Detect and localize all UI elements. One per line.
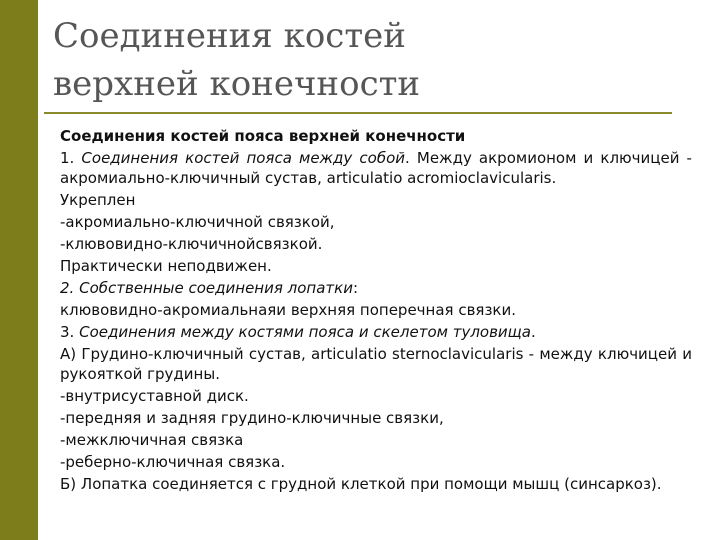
paragraph-a: А) Грудино-ключичный сустав, articulatio sternoclavicularis - между ключицей и рукояткой грудины. xyxy=(60,345,692,383)
paragraph-2-number: 2. xyxy=(60,279,75,297)
immobile-note: Практически неподвижен. xyxy=(60,257,272,275)
slide-title xyxy=(53,12,673,108)
title-line-1: Соединения костей xyxy=(53,16,406,56)
paragraph-3-dot: . xyxy=(531,323,536,341)
list-item: -внутрисуставной диск. xyxy=(60,387,249,405)
paragraph-3 xyxy=(60,322,692,342)
paragraph-b: Б) Лопатка соединяется с грудной клеткой при помощи мышц (синсаркоз). xyxy=(60,475,662,493)
title-line-2: верхней конечности xyxy=(53,64,421,104)
paragraph-1 xyxy=(60,148,692,188)
paragraph-2-colon: : xyxy=(352,279,359,297)
list-item: -акромиально-ключичной связкой, xyxy=(60,213,335,231)
paragraph-1-text: . Между акромионом и ключицей - акромиально-ключичный сустав, articulatio acromioclavicularis. xyxy=(60,149,692,187)
paragraph-2-body: клювовидно-акромиальнаяи верхняя поперечная связки. xyxy=(60,301,516,319)
list-item: -реберно-ключичная связка. xyxy=(60,453,286,471)
slide-body xyxy=(60,126,692,494)
paragraph-2-italic: Собственные соединения лопатки xyxy=(79,279,353,297)
paragraph-3-number: 3. xyxy=(60,323,75,341)
list-item: -межключичная связка xyxy=(60,431,244,449)
title-divider xyxy=(44,112,672,114)
section-heading: Соединения костей пояса верхней конечности xyxy=(60,127,466,145)
paragraph-2 xyxy=(60,278,692,298)
left-accent-bar xyxy=(0,0,38,540)
paragraph-3-italic: Соединения между костями пояса и скелетом туловища xyxy=(79,323,531,341)
list-item: -клювовидно-ключичнойсвязкой. xyxy=(60,235,323,253)
paragraph-1-number: 1. xyxy=(60,149,75,167)
paragraph-1-italic: Соединения костей пояса между собой xyxy=(81,149,406,167)
strengthened-label: Укреплен xyxy=(60,191,136,209)
list-item: -передняя и задняя грудино-ключичные связки, xyxy=(60,409,444,427)
